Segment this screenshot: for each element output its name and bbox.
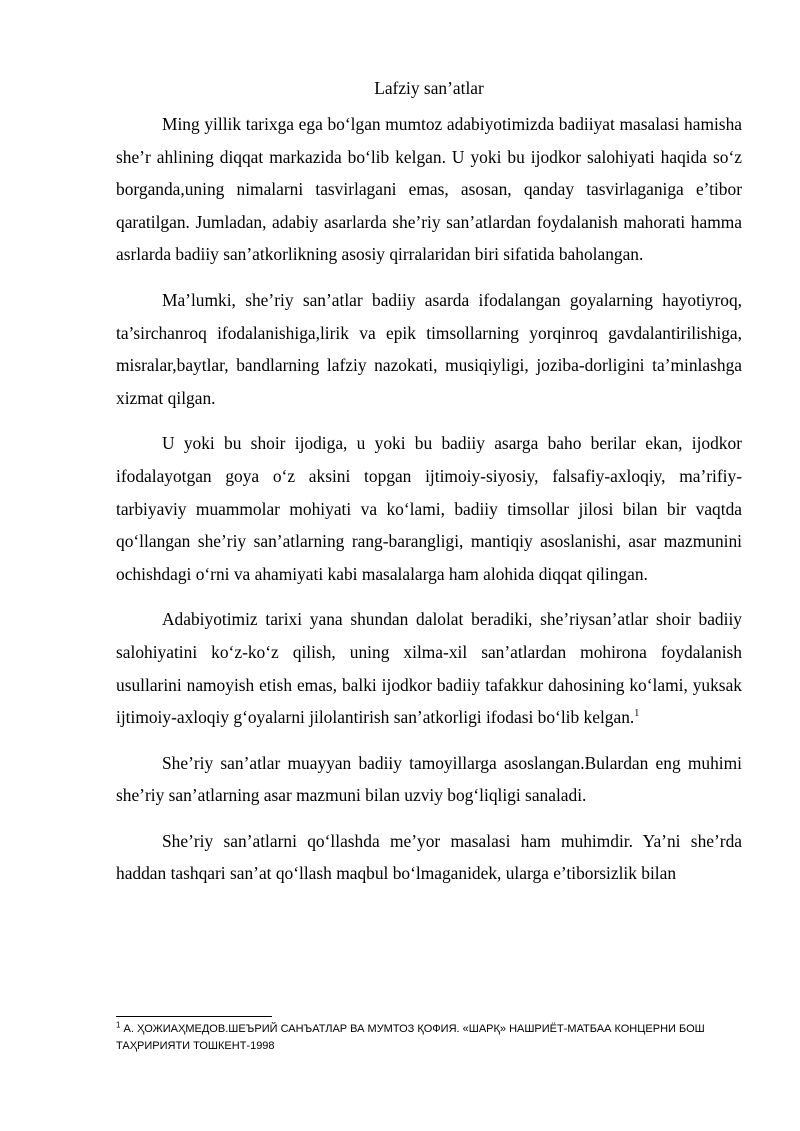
footnote-text: А. ҲОЖИАҲМЕДОВ.ШЕЪРИЙ САНЪАТЛАР ВА МУМТОЗ ҚОФИЯ. «ШАРҚ» НАШРИЁТ-МАТБАА КОНЦЕРНИ БОШ ТАҲРИРИЯТИ ТОШКЕНТ-1998 [116, 1023, 705, 1052]
paragraph-4-text: Adabiyotimiz tarixi yana shundan dalolat beradiki, she’riysan’atlar shoir badiiy salohiyatini ko‘z-ko‘z qilish, uning xilma-xil san’atlardan mohirona foydalanish usullarini namoyish etish emas, balki ijodkor badiiy tafakkur dahosining ko‘lami, yuksak ijtimoiy-axloqiy g‘oyalarni jilolantirish san’atkorligi ifodasi bo‘lib kelgan. [116, 609, 742, 728]
document-body [116, 74, 742, 903]
footnote-number: 1 [116, 1020, 121, 1030]
paragraph-3: U yoki bu shoir ijodiga, u yoki bu badiiy asarga baho berilar ekan, ijodkor ifodalayotgan goya o‘z aksini topgan ijtimoiy-siyosiy, falsafiy-axloqiy, ma’rifiy-tarbiyaviy muammolar mohiyati va ko‘lami, badiiy timsollar jilosi bilan bir vaqtda qo‘llangan she’riy san’atlarning rang-barangligi, mantiqiy asoslanishi, asar mazmunini ochishdagi o‘rni va ahamiyati kabi masalalarga ham alohida diqqat qilingan. [116, 433, 742, 584]
footnote-reference[interactable]: 1 [634, 708, 640, 720]
paragraph-1: Ming yillik tarixga ega bo‘lgan mumtoz adabiyotimizda badiiyat masalasi hamisha she’r ahlining diqqat markazida bo‘lib kelgan. U yoki bu ijodkor salohiyati haqida so‘z borganda,uning nimalarni tasvirlagani emas, asosan, qanday tasvirlaganiga e’tibor qaratilgan. Jumladan, adabiy asarlarda she’riy san’atlardan foydalanish mahorati hamma asrlarda badiiy san’atkorlikning asosiy qirralaridan biri sifatida baholangan. [116, 114, 742, 265]
paragraph-2: Ma’lumki, she’riy san’atlar badiiy asarda ifodalangan goyalarning hayotiyroq, ta’sirchanroq ifodalanishiga,lirik va epik timsollarning yorqinroq gavdalantirilishiga, misralar,baytlar, bandlarning lafziy nazokati, musiqiyligi, joziba-dorligini ta’minlashga xizmat qilgan. [116, 289, 742, 408]
footnote-separator [116, 1016, 272, 1017]
paragraph-6: She’riy san’atlarni qo‘llashda me’yor masalasi ham muhimdir. Ya’ni she’rda haddan tashqari san’at qo‘llash maqbul bo‘lmaganidek, ularga e’tiborsizlik bilan [116, 830, 742, 884]
paragraph-4 [116, 603, 742, 733]
paragraph-5: She’riy san’atlar muayyan badiiy tamoyillarga asoslangan.Bulardan eng muhimi she’riy san’atlarning asar mazmuni bilan uzviy bog‘liqligi sanaladi. [116, 752, 742, 806]
page-title: Lafziy san’atlar [374, 78, 484, 98]
footnote [116, 1021, 742, 1055]
